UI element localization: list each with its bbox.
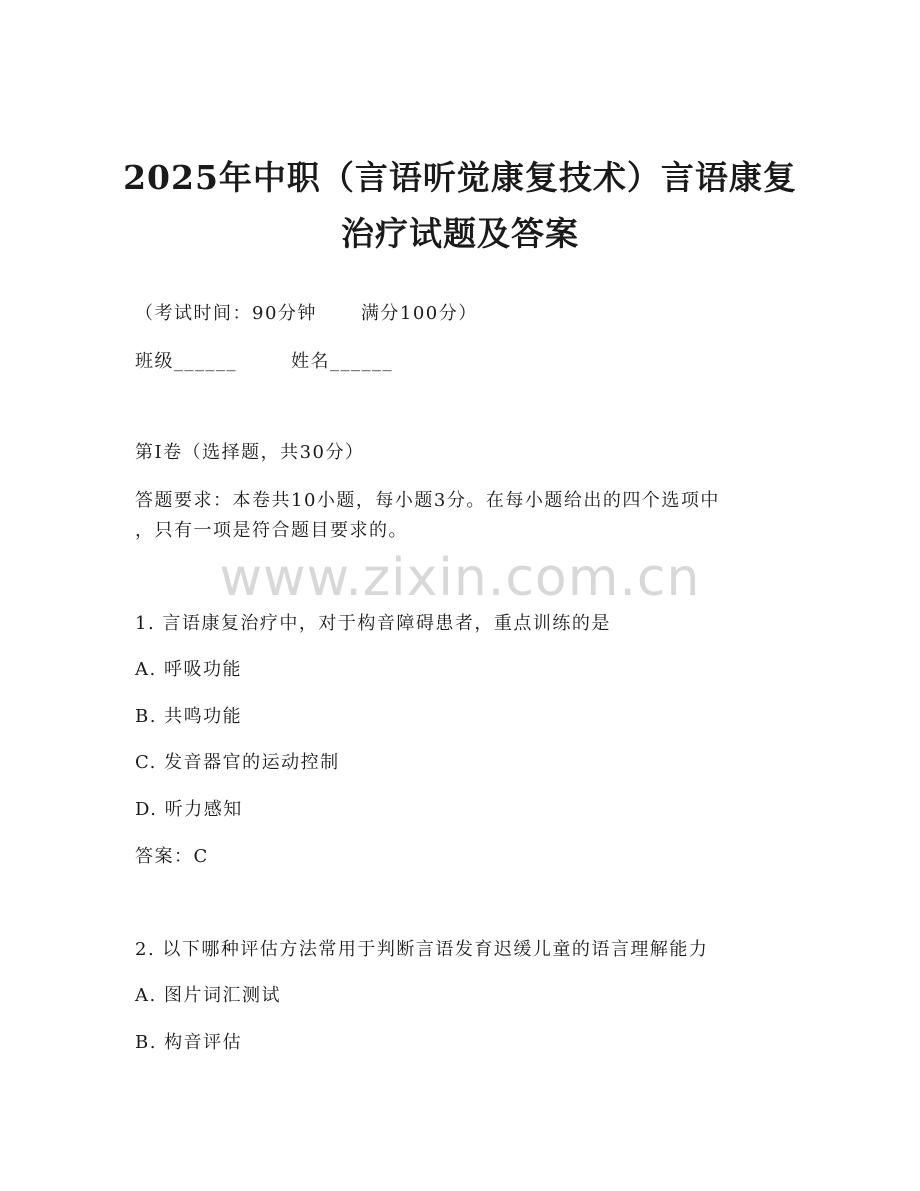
option-d: D. 听力感知: [135, 799, 243, 820]
exam-score: 满分100分）: [360, 303, 478, 324]
option-a: A. 呼吸功能: [135, 659, 242, 680]
exam-time: （考试时间：90分钟: [135, 303, 317, 324]
exam-info: [135, 302, 478, 326]
title-line-1: 2025年中职（言语听觉康复技术）言语康复: [123, 158, 797, 197]
instructions-line-2: ，只有一项是符合题目要求的。: [135, 520, 408, 541]
student-fields: [135, 350, 393, 374]
name-field: 姓名______: [291, 351, 393, 372]
instructions-line-1: 答题要求：本卷共10小题，每小题3分。在每小题给出的四个选项中: [135, 490, 720, 511]
answer: 答案：C: [135, 846, 209, 867]
class-field: 班级______: [135, 351, 237, 372]
document-title: [80, 150, 840, 262]
option-b: B. 共鸣功能: [135, 706, 243, 727]
question-stem: 2. 以下哪种评估方法常用于判断言语发育迟缓儿童的语言理解能力: [135, 939, 709, 960]
question-stem: 1. 言语康复治疗中，对于构音障碍患者，重点训练的是: [135, 613, 611, 634]
option-a: A. 图片词汇测试: [135, 985, 281, 1006]
title-line-2: 治疗试题及答案: [341, 214, 579, 253]
option-c: C. 发音器官的运动控制: [135, 752, 340, 773]
option-b: B. 构音评估: [135, 1032, 243, 1053]
section-title: 第I卷（选择题，共30分）: [135, 442, 365, 463]
watermark: www.zixin.com.cn: [219, 548, 701, 608]
